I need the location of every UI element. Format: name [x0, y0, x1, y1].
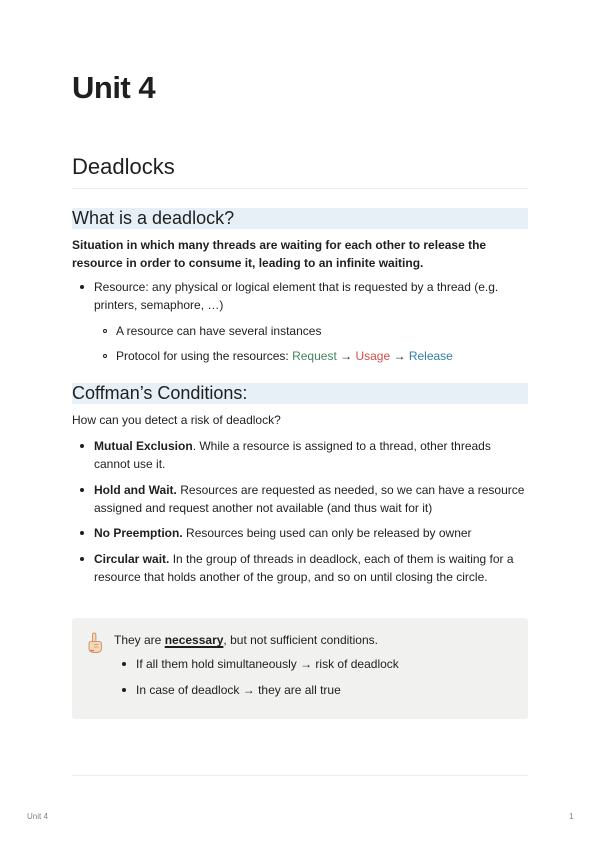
callout-suffix: , but not sufficient conditions. — [223, 633, 378, 647]
divider — [72, 775, 528, 776]
bullet-dot — [80, 444, 84, 448]
callout-text — [114, 631, 378, 649]
bullet-circle — [103, 354, 107, 358]
condition-term: Mutual Exclusion — [94, 439, 193, 453]
callout-prefix: They are — [114, 633, 165, 647]
protocol-text — [116, 347, 528, 365]
bullet-dot — [80, 488, 84, 492]
subheading-coffman-conditions: Coffman’s Conditions: — [72, 383, 248, 403]
condition-text — [94, 524, 528, 542]
condition-desc: In the group of threads in deadlock, each of them is waiting for a resource that holds another of the group, and so on until closing the circle. — [94, 552, 514, 584]
page-number: 1 — [569, 812, 574, 821]
condition-text — [94, 481, 528, 517]
bullet-dot — [80, 531, 84, 535]
condition-desc: . While a resource is assigned to a thread, other threads cannot use it. — [94, 439, 491, 471]
callout-item-text: In case of deadlock → they are all true — [136, 683, 341, 697]
callout-item-text: If all them hold simultaneously → risk of deadlock — [136, 657, 399, 671]
resource-text: Resource: any physical or logical element that is requested by a thread (e.g. printers, semaphore, …) — [94, 280, 499, 312]
protocol-request: Request — [292, 349, 337, 363]
bullet-dot — [80, 557, 84, 561]
subheading-what-is-deadlock: What is a deadlock? — [72, 208, 235, 228]
heading-band-what-is — [72, 208, 528, 229]
pointing-hand-icon — [86, 632, 104, 659]
condition-text — [94, 550, 528, 586]
condition-desc: Resources being used can only be released by owner — [182, 526, 472, 540]
arrow: → — [336, 349, 356, 363]
bullet-dot — [80, 285, 84, 289]
coffman-question: How can you detect a risk of deadlock? — [72, 413, 281, 427]
bullet-dot — [122, 688, 126, 692]
condition-term: Hold and Wait. — [94, 483, 177, 497]
heading-band-coffman — [72, 383, 528, 404]
pointing-hand-icon-graphic — [86, 632, 104, 654]
protocol-usage: Usage — [355, 349, 391, 363]
bullet-circle — [103, 329, 107, 333]
divider — [72, 188, 528, 189]
arrow: → — [390, 349, 409, 363]
protocol-prefix: Protocol for using the resources: — [116, 349, 293, 363]
callout-emphasis: necessary — [164, 633, 224, 647]
deadlock-definition: Situation in which many threads are waiting for each other to release the resource in order to consume it, leading to an infinite waiting. — [72, 238, 487, 270]
condition-text — [94, 437, 528, 473]
callout-box — [72, 618, 528, 719]
condition-desc: Resources are requested as needed, so we can have a resource assigned and request another not available (and thus wait for it) — [94, 483, 525, 515]
protocol-release: Release — [408, 349, 453, 363]
footer-left: Unit 4 — [27, 812, 48, 821]
instances-text: A resource can have several instances — [116, 324, 322, 338]
page-title: Unit 4 — [72, 70, 156, 105]
bullet-dot — [122, 662, 126, 666]
condition-term: No Preemption. — [94, 526, 183, 540]
section-heading-deadlocks: Deadlocks — [72, 154, 175, 179]
condition-term: Circular wait. — [94, 552, 170, 566]
